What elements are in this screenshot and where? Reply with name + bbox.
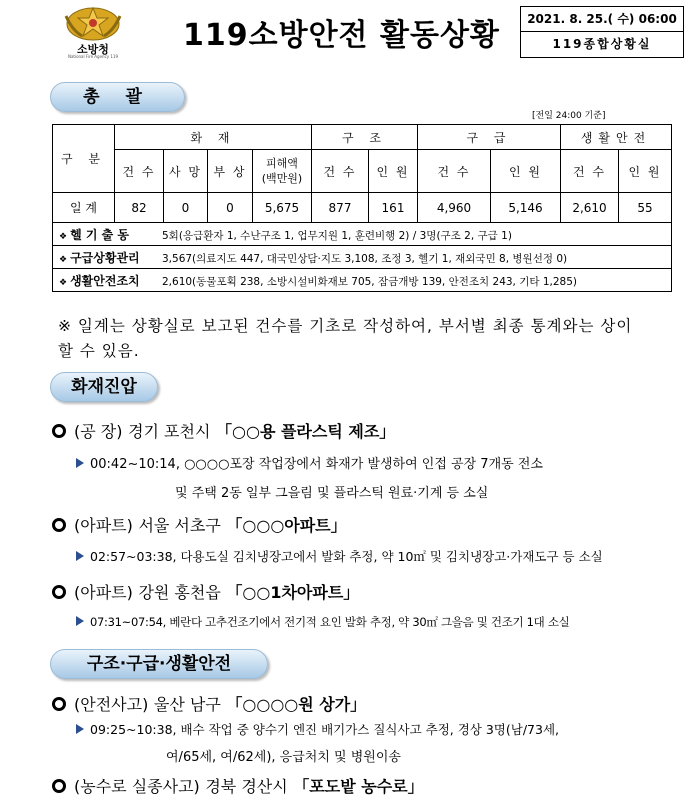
incident-category: (농수로 실종사고) <box>74 777 200 796</box>
table-cell: 877 <box>312 193 369 223</box>
incident-name: 「○○○아파트」 <box>226 516 347 535</box>
detail-row-ems-management <box>53 246 672 269</box>
incident-detail <box>76 453 543 472</box>
detail-label: 헬 기 출 동 <box>70 227 129 242</box>
logo-subtext: National Fire Agency 119 <box>67 54 119 59</box>
triangle-bullet-icon <box>76 724 84 734</box>
summary-note: ※ 일계는 상황실로 보고된 건수를 기초로 작성하여, 부서별 최종 통계와는 상이할 수 있음. <box>58 317 633 360</box>
incident-name: 「○○용 플라스틱 제조」 <box>216 422 396 441</box>
table-cell: 55 <box>619 193 672 223</box>
incident-category: (안전사고) <box>74 695 149 714</box>
header-gubun: 구 분 <box>53 125 115 193</box>
incident-name: 「포도밭 농수로」 <box>293 777 424 796</box>
table-cell: 5,675 <box>253 193 312 223</box>
incident-name: 「○○○○원 상가」 <box>226 695 367 714</box>
circle-bullet-icon <box>52 779 66 793</box>
incident-heading <box>52 419 395 442</box>
header-ems-people: 인 원 <box>491 150 561 193</box>
incident-category: (아파트) <box>74 583 133 602</box>
incident-place: 경북 경산시 <box>205 777 288 796</box>
section-summary-label: 총 괄 <box>50 82 185 112</box>
incident-name: 「○○1차아파트」 <box>226 583 360 602</box>
incident-detail-text: 02:57~03:38, 다용도실 김치냉장고에서 발화 추정, 약 10㎡ 및 김치냉장고·가재도구 등 소실 <box>90 549 603 564</box>
incident-category: (공 장) <box>74 422 123 441</box>
detail-value: 5회(응급환자 1, 수난구조 1, 업무지원 1, 훈련비행 2) / 3명(구조 2, 구급 1) <box>162 229 512 242</box>
incident-detail <box>76 547 603 565</box>
detail-row-safety <box>53 269 672 292</box>
header-rescue: 구 조 <box>312 125 418 150</box>
detail-value: 3,567(의료지도 447, 대국민상담·지도 3,108, 조정 3, 헬기 1, 재외국민 8, 병원선정 0) <box>162 252 568 265</box>
table-cell: 2,610 <box>561 193 619 223</box>
logo-text: 소방청 <box>77 43 109 56</box>
fire-agency-logo <box>52 4 134 60</box>
circle-bullet-icon <box>52 518 66 532</box>
header-fire-death: 사 망 <box>164 150 208 193</box>
header-fire-injury: 부 상 <box>208 150 253 193</box>
table-cell: 161 <box>369 193 418 223</box>
table-cell: 5,146 <box>491 193 561 223</box>
triangle-bullet-icon <box>76 551 84 561</box>
incident-heading <box>52 774 424 797</box>
page-title: 119소방안전 활동상황 <box>183 18 500 53</box>
table-cell: 0 <box>208 193 253 223</box>
header-ems: 구 급 <box>418 125 561 150</box>
header-rescue-count: 건 수 <box>312 150 369 193</box>
incident-place: 강원 홍천읍 <box>138 583 221 602</box>
table-cell: 82 <box>115 193 164 223</box>
report-office: 119종합상황실 <box>552 37 652 51</box>
incident-detail-continued: 및 주택 2동 일부 그을림 및 플라스틱 원료·기계 등 소실 <box>175 486 489 501</box>
section-rescue-label: 구조·구급·생활안전 <box>50 649 268 679</box>
incident-detail-text: 09:25~10:38, 배수 작업 중 양수기 엔진 배기가스 질식사고 추정, 경상 3명(남/73세, <box>90 722 559 737</box>
header-fire-damage <box>253 150 312 193</box>
incident-detail <box>76 720 559 738</box>
circle-bullet-icon <box>52 585 66 599</box>
circle-bullet-icon <box>52 697 66 711</box>
incident-heading <box>52 513 347 536</box>
table-cell: 0 <box>164 193 208 223</box>
incident-place: 울산 남구 <box>153 695 221 714</box>
table-cell: 4,960 <box>418 193 491 223</box>
header-safety-people: 인 원 <box>619 150 672 193</box>
detail-label: 생활안전조치 <box>70 273 140 288</box>
diamond-bullet-icon: ❖ <box>59 231 68 242</box>
incident-place: 경기 포천시 <box>128 422 211 441</box>
diamond-bullet-icon: ❖ <box>59 254 68 265</box>
incident-place: 서울 서초구 <box>138 516 221 535</box>
diamond-bullet-icon: ❖ <box>59 277 68 288</box>
incident-category: (아파트) <box>74 516 133 535</box>
triangle-bullet-icon <box>76 616 84 626</box>
table-row <box>53 193 672 223</box>
circle-bullet-icon <box>52 424 66 438</box>
header-fire: 화 재 <box>115 125 312 150</box>
basis-time: [전일 24:00 기준] <box>532 111 606 121</box>
header-fire-damage-line1: 피해액 <box>266 157 298 170</box>
incident-detail-text: 07:31~07:54, 베란다 고추건조기에서 전기적 요인 발화 추정, 약 30㎡ 그을음 및 건조기 1대 소실 <box>90 615 570 629</box>
header-fire-damage-line2: (백만원) <box>261 172 303 185</box>
row-label: 일 계 <box>53 193 115 223</box>
emblem-icon <box>52 4 134 44</box>
detail-value: 2,610(동물포획 238, 소방시설비화재보 705, 잠금개방 139, 안전조치 243, 기타 1,285) <box>162 275 578 288</box>
header-safety: 생활안전 <box>561 125 672 150</box>
incident-detail-continued: 여/65세, 여/62세), 응급처치 및 병원이송 <box>166 750 401 765</box>
header-ems-count: 건 수 <box>418 150 491 193</box>
header-rescue-people: 인 원 <box>369 150 418 193</box>
incident-detail-text: 00:42~10:14, ○○○○포장 작업장에서 화재가 발생하여 인접 공장 7개동 전소 <box>90 457 543 472</box>
detail-row-helicopter <box>53 223 672 246</box>
incident-detail <box>76 614 569 630</box>
summary-table <box>52 124 672 292</box>
triangle-bullet-icon <box>76 458 84 468</box>
detail-label: 구급상황관리 <box>70 250 140 265</box>
incident-heading <box>52 580 359 603</box>
date-box <box>520 6 684 58</box>
section-fire-label: 화재진압 <box>50 372 158 402</box>
report-date: 2021. 8. 25.( 수) 06:00 <box>521 7 683 32</box>
header-fire-count: 건 수 <box>115 150 164 193</box>
header-safety-count: 건 수 <box>561 150 619 193</box>
incident-heading <box>52 692 366 715</box>
